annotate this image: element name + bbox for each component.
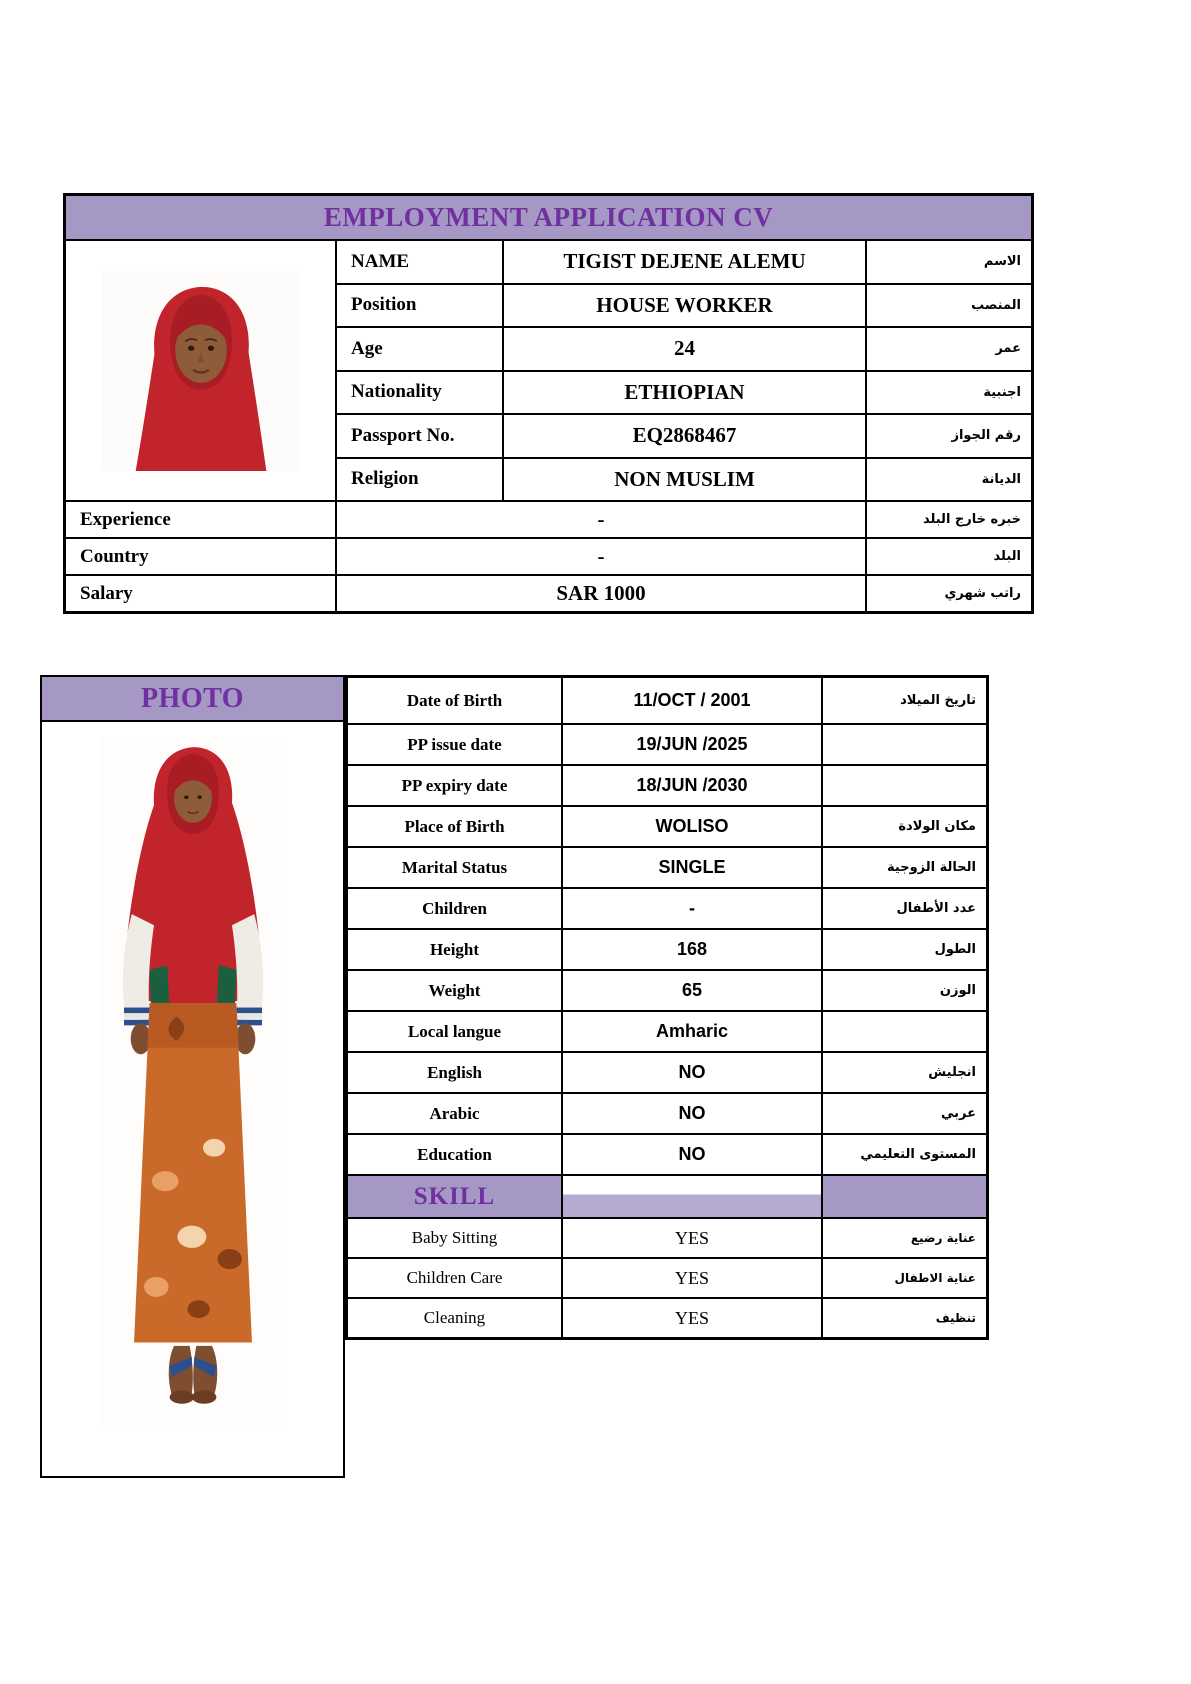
field-label-pp-issue: PP issue date xyxy=(347,724,562,765)
field-arabic-children: عدد الأطفال xyxy=(822,888,987,929)
field-arabic-passport: رقم الجواز xyxy=(866,414,1032,458)
field-value-country: - xyxy=(336,538,866,575)
field-arabic-marital: الحالة الزوجية xyxy=(822,847,987,888)
skill-label-cleaning: Cleaning xyxy=(347,1298,562,1338)
skill-header-arabic-cell xyxy=(822,1175,987,1218)
field-label-birthplace: Place of Birth xyxy=(347,806,562,847)
field-arabic-country: البلد xyxy=(866,538,1032,575)
field-label-name: NAME xyxy=(336,240,503,284)
field-value-age: 24 xyxy=(503,327,866,371)
field-label-salary: Salary xyxy=(65,575,336,612)
field-label-english: English xyxy=(347,1052,562,1093)
details-table xyxy=(345,675,989,1340)
field-value-experience: - xyxy=(336,501,866,538)
field-arabic-age: عمر xyxy=(866,327,1032,371)
field-value-nationality: ETHIOPIAN xyxy=(503,371,866,415)
field-value-english: NO xyxy=(562,1052,822,1093)
skill-arabic-babysitting: عناية رضيع xyxy=(822,1218,987,1258)
top-table xyxy=(63,193,1034,614)
field-label-experience: Experience xyxy=(65,501,336,538)
field-label-religion: Religion xyxy=(336,458,503,502)
field-label-nationality: Nationality xyxy=(336,371,503,415)
field-arabic-height: الطول xyxy=(822,929,987,970)
cv-title-band xyxy=(65,195,1032,240)
field-value-children: - xyxy=(562,888,822,929)
field-arabic-religion: الديانة xyxy=(866,458,1032,502)
field-value-religion: NON MUSLIM xyxy=(503,458,866,502)
field-label-position: Position xyxy=(336,284,503,328)
field-arabic-position: المنصب xyxy=(866,284,1032,328)
field-label-age: Age xyxy=(336,327,503,371)
photo-header-label: PHOTO xyxy=(140,682,245,714)
field-arabic-pp-issue xyxy=(822,724,987,765)
field-label-dob: Date of Birth xyxy=(347,677,562,724)
field-label-country: Country xyxy=(65,538,336,575)
field-value-arabic-lang: NO xyxy=(562,1093,822,1134)
field-value-marital: SINGLE xyxy=(562,847,822,888)
skill-section-header xyxy=(347,1175,562,1218)
field-label-local-langue: Local langue xyxy=(347,1011,562,1052)
field-value-local-langue: Amharic xyxy=(562,1011,822,1052)
photo-section-header xyxy=(40,675,345,722)
field-value-passport: EQ2868467 xyxy=(503,414,866,458)
field-label-marital: Marital Status xyxy=(347,847,562,888)
skill-header-label: SKILL xyxy=(413,1182,496,1210)
passport-photo xyxy=(65,240,336,501)
skill-arabic-cleaning: تنظيف xyxy=(822,1298,987,1338)
field-label-weight: Weight xyxy=(347,970,562,1011)
full-body-photo xyxy=(40,722,345,1478)
field-value-position: HOUSE WORKER xyxy=(503,284,866,328)
field-arabic-nationality: اجنبية xyxy=(866,371,1032,415)
passport-photo-image xyxy=(102,271,300,471)
field-value-dob: 11/OCT / 2001 xyxy=(562,677,822,724)
field-label-pp-expiry: PP expiry date xyxy=(347,765,562,806)
field-value-salary: SAR 1000 xyxy=(336,575,866,612)
field-value-birthplace: WOLISO xyxy=(562,806,822,847)
field-arabic-english: انجليش xyxy=(822,1052,987,1093)
field-arabic-pp-expiry xyxy=(822,765,987,806)
skill-header-value-cell xyxy=(562,1175,822,1218)
field-value-pp-expiry: 18/JUN /2030 xyxy=(562,765,822,806)
field-value-height: 168 xyxy=(562,929,822,970)
field-arabic-weight: الوزن xyxy=(822,970,987,1011)
skill-value-childrencare: YES xyxy=(562,1258,822,1298)
field-arabic-local-langue xyxy=(822,1011,987,1052)
skill-value-cleaning: YES xyxy=(562,1298,822,1338)
field-value-pp-issue: 19/JUN /2025 xyxy=(562,724,822,765)
field-value-weight: 65 xyxy=(562,970,822,1011)
field-label-children: Children xyxy=(347,888,562,929)
skill-label-babysitting: Baby Sitting xyxy=(347,1218,562,1258)
field-label-education: Education xyxy=(347,1134,562,1175)
field-arabic-dob: تاريخ الميلاد xyxy=(822,677,987,724)
field-arabic-birthplace: مكان الولادة xyxy=(822,806,987,847)
field-arabic-name: الاسم xyxy=(866,240,1032,284)
field-arabic-education: المستوى التعليمي xyxy=(822,1134,987,1175)
skill-value-babysitting: YES xyxy=(562,1218,822,1258)
full-body-photo-image xyxy=(98,736,288,1426)
field-arabic-experience: خبره خارج البلد xyxy=(866,501,1032,538)
skill-label-childrencare: Children Care xyxy=(347,1258,562,1298)
field-arabic-salary: راتب شهري xyxy=(866,575,1032,612)
field-value-name: TIGIST DEJENE ALEMU xyxy=(503,240,866,284)
field-label-height: Height xyxy=(347,929,562,970)
field-label-passport: Passport No. xyxy=(336,414,503,458)
skill-arabic-childrencare: عناية الاطفال xyxy=(822,1258,987,1298)
field-value-education: NO xyxy=(562,1134,822,1175)
page-title: EMPLOYMENT APPLICATION CV xyxy=(323,202,774,232)
field-arabic-arabic-lang: عربي xyxy=(822,1093,987,1134)
field-label-arabic-lang: Arabic xyxy=(347,1093,562,1134)
